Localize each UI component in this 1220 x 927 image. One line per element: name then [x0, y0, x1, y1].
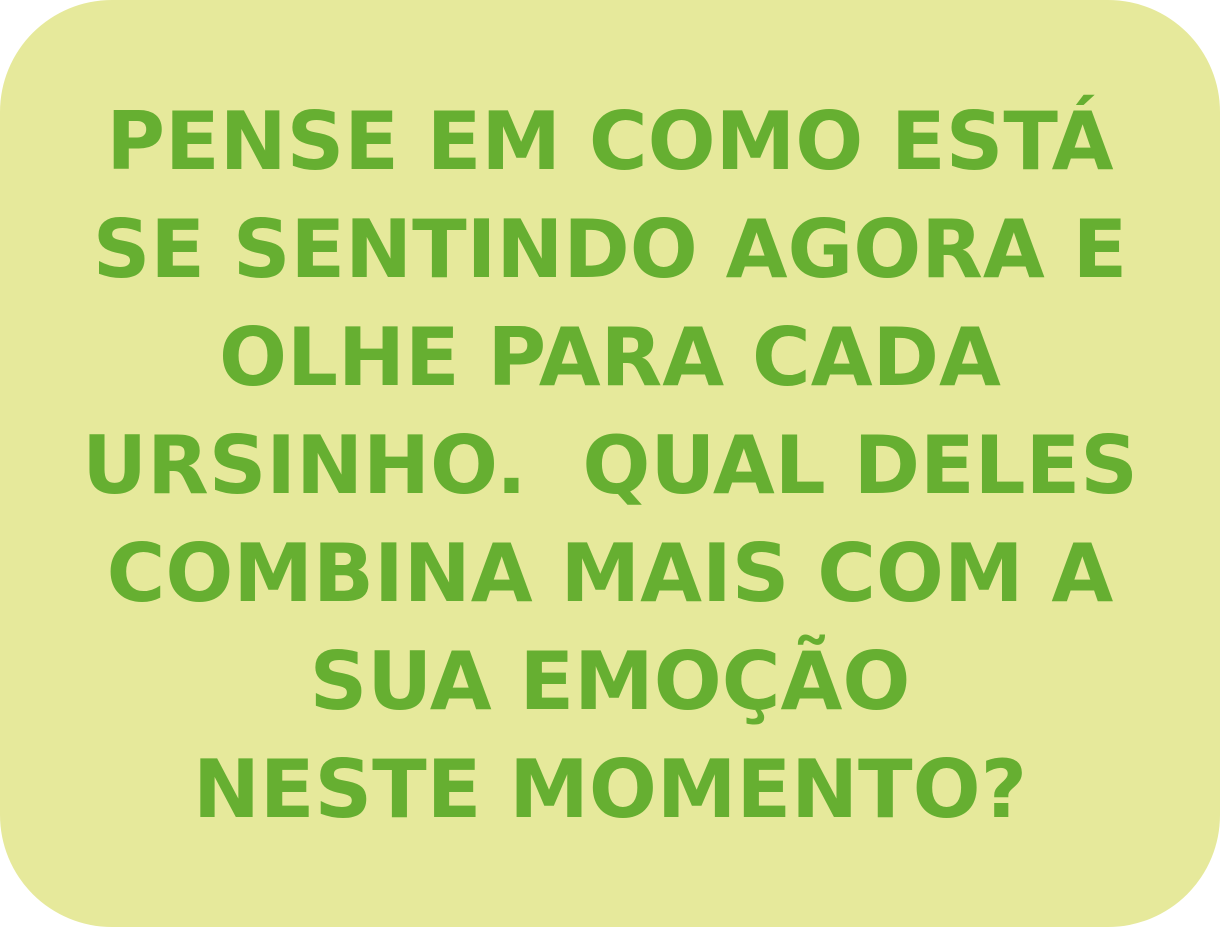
- prompt-line-6: SUA EMOÇÃO: [309, 635, 911, 728]
- prompt-line-1: PENSE EM COMO ESTÁ: [106, 95, 1114, 188]
- prompt-text: [0, 88, 1220, 844]
- prompt-line-4: URSINHO. QUAL DELES: [82, 419, 1138, 512]
- prompt-line-5: COMBINA MAIS COM A: [106, 527, 1114, 620]
- prompt-line-3: OLHE PARA CADA: [219, 311, 1001, 404]
- prompt-line-7: NESTE MOMENTO?: [192, 743, 1028, 836]
- prompt-line-2: SE SENTINDO AGORA E: [92, 203, 1128, 296]
